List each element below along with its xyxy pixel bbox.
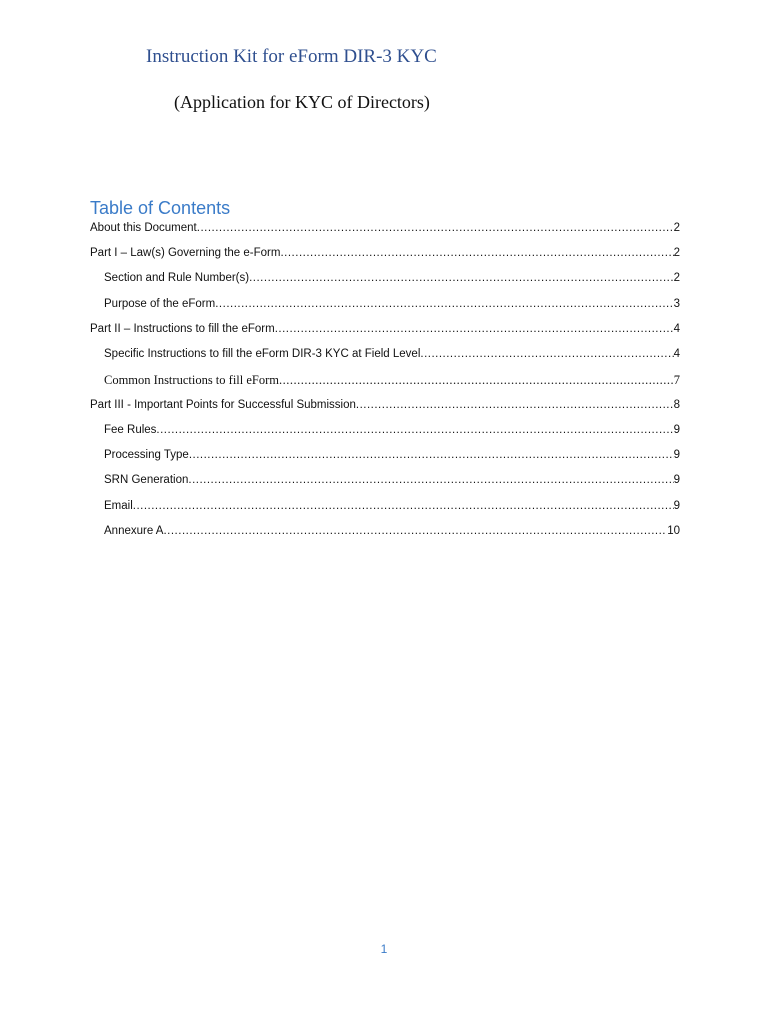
toc-entry-page: 10	[667, 525, 680, 537]
toc-entry-label: Part I – Law(s) Governing the e-Form	[90, 247, 281, 259]
toc-leader-dots	[133, 500, 674, 512]
toc-entry-processing-type[interactable]	[104, 449, 680, 469]
toc-entry-part-3[interactable]	[90, 399, 680, 419]
toc-entry-section-rule-numbers[interactable]	[104, 272, 680, 292]
toc-entry-label: Specific Instructions to fill the eForm DIR-3 KYC at Field Level	[104, 348, 421, 360]
toc-entry-page: 9	[673, 500, 680, 512]
document-title: Instruction Kit for eForm DIR-3 KYC	[146, 46, 437, 67]
toc-entry-page: 9	[673, 449, 680, 461]
toc-entry-label: SRN Generation	[104, 474, 189, 486]
toc-entry-label: Email	[104, 500, 133, 512]
toc-entry-page: 2	[673, 222, 680, 234]
toc-entry-label: Part II – Instructions to fill the eForm	[90, 323, 275, 335]
toc-entry-page: 2	[673, 272, 680, 284]
document-subtitle: (Application for KYC of Directors)	[174, 92, 430, 112]
toc-leader-dots	[356, 399, 674, 411]
toc-entry-page: 7	[673, 373, 680, 387]
toc-leader-dots	[280, 247, 673, 259]
toc-leader-dots	[197, 222, 674, 234]
toc-leader-dots	[249, 272, 674, 284]
toc-entry-page: 3	[673, 298, 680, 310]
toc-leader-dots	[188, 474, 673, 486]
page-number: 1	[380, 942, 388, 956]
toc-entry-page: 8	[673, 399, 680, 411]
toc-entry-page: 9	[673, 474, 680, 486]
toc-entry-email[interactable]	[104, 500, 680, 520]
toc-entry-purpose-eform[interactable]	[104, 298, 680, 318]
toc-entry-page: 4	[673, 348, 680, 360]
toc-entry-page: 9	[673, 424, 680, 436]
toc-leader-dots	[420, 348, 673, 360]
toc-leader-dots	[215, 298, 673, 310]
toc-entry-label: Part III - Important Points for Successful Submission	[90, 399, 356, 411]
toc-heading: Table of Contents	[90, 198, 231, 218]
toc-entry-part-1[interactable]	[90, 247, 680, 267]
toc-entry-page: 4	[673, 323, 680, 335]
toc-entry-srn-generation[interactable]	[104, 474, 680, 494]
toc-entry-common-instructions[interactable]	[104, 373, 680, 393]
toc-entry-annexure-a[interactable]	[104, 525, 680, 545]
toc-entry-page: 2	[673, 247, 680, 259]
toc-entry-about-document[interactable]	[90, 222, 680, 242]
toc-entry-label: Purpose of the eForm	[104, 298, 216, 310]
toc-entry-fee-rules[interactable]	[104, 424, 680, 444]
toc-entry-label: Processing Type	[104, 449, 189, 461]
toc-leader-dots	[279, 373, 674, 388]
toc-entry-label: Common Instructions to fill eForm	[104, 373, 279, 387]
toc-leader-dots	[275, 323, 674, 335]
toc-entry-label: Fee Rules	[104, 424, 157, 436]
toc-entry-label: Section and Rule Number(s)	[104, 272, 250, 284]
toc-entry-label: About this Document	[90, 222, 197, 234]
toc-entry-label: Annexure A	[104, 525, 164, 537]
toc-leader-dots	[189, 449, 674, 461]
toc-leader-dots	[163, 525, 667, 537]
toc-leader-dots	[156, 424, 673, 436]
toc-entry-specific-instructions[interactable]	[104, 348, 680, 368]
toc-entry-part-2[interactable]	[90, 323, 680, 343]
